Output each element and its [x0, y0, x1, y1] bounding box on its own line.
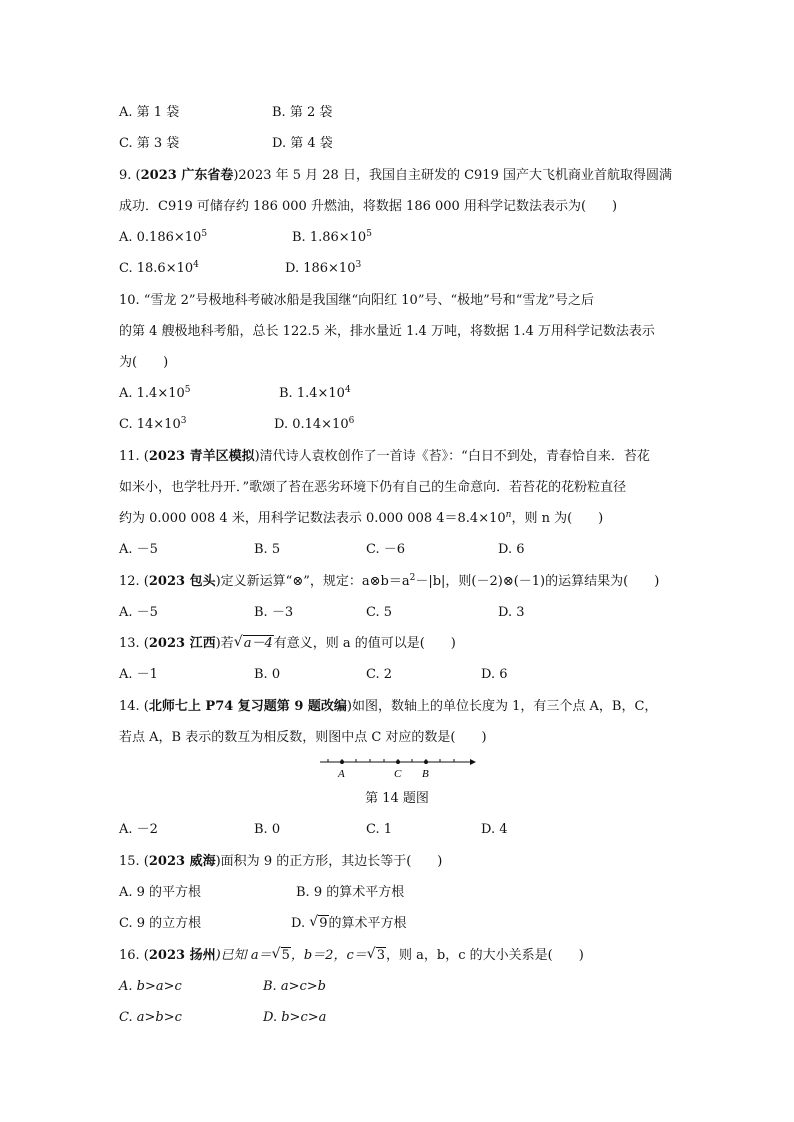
- q13-line-1: 13. (2023 江西)若 √ a－4有意义，则 a 的值可以是( ): [119, 634, 456, 651]
- q13-option-b: B. 0: [254, 667, 281, 682]
- q14-number-line: [318, 756, 478, 782]
- sqrt-sign-icon: √: [309, 914, 319, 930]
- sqrt-sign-icon: √: [271, 946, 281, 962]
- q8-option-d: D. 第 4 袋: [272, 136, 333, 151]
- q15-option-b: B. 9 的算术平方根: [296, 885, 405, 900]
- q14-line-2: 若点 A，B 表示的数互为相反数，则图中点 C 对应的数是( ): [119, 730, 487, 745]
- q16-line-1: 16. (2023 扬州)已知 a＝ √ 5，b＝2，c＝ √ 3，则 a，b，c 的大小关系是( ): [119, 946, 584, 963]
- q12-option-d: D. 3: [498, 605, 525, 620]
- q9-line-1: 9. (2023 广东省卷)2023 年 5 月 28 日，我国自主研发的 C919 国产大飞机商业首航取得圆满: [119, 168, 672, 183]
- q8-option-a: A. 第 1 袋: [119, 105, 180, 120]
- sqrt-sign-icon: √: [366, 946, 376, 962]
- q15-option-a: A. 9 的平方根: [119, 885, 202, 900]
- q8-option-b: B. 第 2 袋: [272, 105, 333, 120]
- q11-line-3: 约为 0.000 008 4 米，用科学记数法表示 0.000 008 $4=8.4\times 10^n$，则 n 为( ): [119, 510, 604, 526]
- q9-source: 2023 广东省卷: [140, 168, 234, 183]
- q14-source: 北师七上 P74 复习题第 9 题改编: [148, 699, 347, 714]
- q11-option-b: B. 5: [254, 542, 281, 557]
- point-a-label: A: [338, 768, 345, 780]
- point-c-label: C: [394, 768, 402, 780]
- q14-line-1: 14. (北师七上 P74 复习题第 9 题改编)如图，数轴上的单位长度为 1，有三个点 A，B，C，: [119, 699, 658, 714]
- q15-line-1: 15. (2023 威海)面积为 9 的正方形，其边长等于( ): [119, 854, 443, 869]
- q10-line-2: 的第 4 艘极地科考船，总长 122.5 米，排水量近 1.4 万吨，将数据 1.4 万用科学记数法表示: [119, 324, 655, 339]
- q14-option-a: A. －2: [119, 822, 158, 837]
- q9-line-2: 成功．C919 可储存约 186 000 升燃油，将数据 186 000 用科学记数法表示为( ): [119, 199, 618, 214]
- q13-option-d: D. 6: [481, 667, 508, 682]
- point-b-label: B: [422, 768, 429, 780]
- q12-line-1: 12. (2023 包头)定义新运算“⊗”，规定：$a\otimes b=a^2-|b|$，则(－2)⊗(－1)的运算结果为( ): [119, 573, 660, 589]
- q9-option-d: D. $186\times 10^3$: [285, 260, 362, 276]
- q9-option-b: B. $1.86\times 10^5$: [292, 229, 372, 245]
- q10-line-1: 10. “雪龙 2”号极地科考破冰船是我国继“向阳红 10”号、“极地”号和“雪龙”号之后: [119, 293, 595, 308]
- q12-source: 2023 包头: [148, 574, 216, 589]
- q11-line-2: 如米小，也学牡丹开．”歌颂了苔在恶劣环境下仍有自己的生命意向．若苔花的花粉粒直径: [119, 480, 627, 495]
- q9-option-a: A. $0.186\times 10^5$: [119, 229, 208, 245]
- q12-option-b: B. －3: [254, 605, 294, 620]
- q13-radical: √ a－4: [233, 634, 273, 651]
- q11-source: 2023 青羊区模拟: [148, 449, 255, 464]
- point-b-dot: [424, 760, 428, 764]
- q14-option-d: D. 4: [481, 822, 508, 837]
- q16-source: 2023 扬州: [148, 948, 216, 963]
- q11-line-1: 11. (2023 青羊区模拟)清代诗人袁枚创作了一首诗《苔》：“白日不到处，青春恰自来．苔花: [119, 449, 650, 464]
- q13-option-c: C. 2: [366, 667, 393, 682]
- q10-option-b: B. $1.4\times 10^4$: [279, 385, 351, 401]
- q16-radical-2: √ 3: [366, 946, 386, 963]
- q15-option-c: C. 9 的立方根: [119, 916, 202, 931]
- q13-option-a: A. －1: [119, 667, 158, 682]
- q15-source: 2023 威海: [148, 854, 216, 869]
- q10-option-a: A. $1.4\times 10^5$: [119, 385, 191, 401]
- q16-option-d: D. b>c>a: [263, 1010, 327, 1025]
- q14-option-c: C. 1: [366, 822, 393, 837]
- q15-radical: √ 9: [309, 914, 328, 931]
- q14-option-b: B. 0: [254, 822, 281, 837]
- q15-option-d: D. √ 9的算术平方根: [291, 914, 407, 931]
- q14-figure-caption: 第 14 题图: [365, 791, 429, 806]
- q10-line-3: 为( ): [119, 355, 169, 370]
- q16-radical-1: √ 5: [271, 946, 290, 963]
- q11-option-d: D. 6: [498, 542, 525, 557]
- q10-option-c: C. $14\times 10^3$: [119, 416, 187, 432]
- point-a-dot: [340, 760, 344, 764]
- q11-option-c: C. －6: [366, 542, 406, 557]
- point-c-dot: [396, 760, 400, 764]
- q16-option-c: C. a>b>c: [119, 1010, 182, 1025]
- q11-option-a: A. －5: [119, 542, 158, 557]
- q16-option-a: A. b>a>c: [119, 979, 182, 994]
- q10-option-d: D. $0.14\times 10^6$: [274, 416, 355, 432]
- sqrt-sign-icon: √: [233, 634, 243, 650]
- q9-option-c: C. $18.6\times 10^4$: [119, 260, 199, 276]
- q8-option-c: C. 第 3 袋: [119, 136, 180, 151]
- arrow-right-icon: [470, 759, 476, 765]
- q16-option-b: B. a>c>b: [263, 979, 326, 994]
- q13-source: 2023 江西: [148, 636, 216, 651]
- q12-option-a: A. －5: [119, 605, 158, 620]
- q12-option-c: C. 5: [366, 605, 393, 620]
